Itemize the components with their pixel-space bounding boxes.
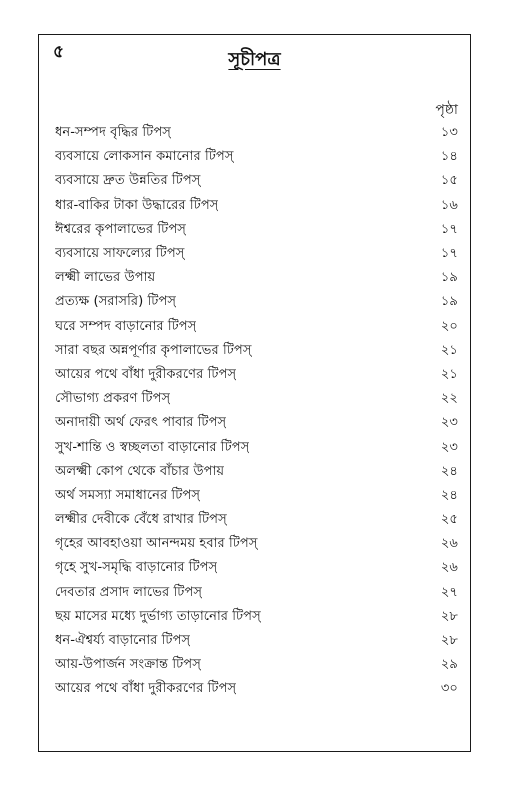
toc-entry-page: ২৪ (440, 487, 458, 503)
toc-row (55, 484, 458, 508)
toc-row (55, 290, 458, 314)
toc-row (55, 460, 458, 484)
toc-entry-title: ঘরে সম্পদ বাড়ানোর টিপস্ (55, 318, 197, 334)
page-column-header: পৃষ্ঠা (435, 102, 458, 118)
toc-entry-page: ১৭ (440, 221, 458, 237)
toc-entry-page: ১৬ (440, 197, 458, 213)
toc-row (55, 266, 458, 290)
toc-entry-title: গৃহে সুখ-সমৃদ্ধি বাড়ানোর টিপস্ (55, 560, 218, 576)
toc-entry-page: ২৯ (440, 657, 458, 673)
toc-entry-page: ১৫ (440, 173, 458, 189)
toc-entry-title: লক্ষ্মীর দেবীকে বেঁধে রাখার টিপস্ (55, 512, 227, 528)
toc-entry-page: ৩০ (440, 681, 458, 697)
toc-entry-page: ২৩ (440, 415, 458, 431)
toc-entry-page: ২৮ (440, 608, 458, 624)
toc-row (55, 121, 458, 145)
toc-row (55, 242, 458, 266)
toc-row (55, 145, 458, 169)
toc-entry-page: ২১ (440, 366, 458, 382)
toc-row (55, 581, 458, 605)
toc-entry-title: সুখ-শান্তি ও স্বচ্ছলতা বাড়ানোর টিপস্ (55, 439, 250, 455)
table-of-contents (55, 121, 458, 702)
toc-entry-title: অর্থ সমস্যা সমাধানের টিপস্ (55, 487, 201, 503)
toc-row (55, 653, 458, 677)
toc-row (55, 629, 458, 653)
toc-row (55, 677, 458, 701)
toc-row (55, 532, 458, 556)
toc-row (55, 218, 458, 242)
toc-row (55, 194, 458, 218)
toc-entry-page: ১৭ (440, 246, 458, 262)
toc-entry-page: ১৪ (440, 149, 458, 165)
toc-entry-title: গৃহের আবহাওয়া আনন্দময় হবার টিপস্ (55, 536, 258, 552)
toc-entry-title: সারা বছর অন্নপূর্ণার কৃপালাভের টিপস্ (55, 342, 252, 358)
toc-entry-page: ১৯ (440, 270, 458, 286)
toc-entry-page: ১৩ (440, 125, 458, 141)
toc-entry-page: ২১ (440, 342, 458, 358)
toc-row (55, 363, 458, 387)
toc-entry-title: আয়-উপার্জন সংক্রান্ত টিপস্ (55, 657, 201, 673)
page-border (38, 34, 471, 752)
toc-entry-title: সৌভাগ্য প্রকরণ টিপস্ (55, 391, 171, 407)
toc-entry-title: দেবতার প্রসাদ লাভের টিপস্ (55, 584, 203, 600)
toc-row (55, 508, 458, 532)
toc-entry-page: ২৭ (440, 584, 458, 600)
toc-entry-page: ২৩ (440, 439, 458, 455)
toc-entry-page: ২৫ (440, 512, 458, 528)
toc-entry-title: অনাদায়ী অর্থ ফেরৎ পাবার টিপস্ (55, 415, 227, 431)
toc-entry-page: ২৮ (440, 633, 458, 649)
toc-entry-title: আয়ের পথে বাঁধা দুরীকরণের টিপস্ (55, 681, 237, 697)
page-number: ৫ (53, 42, 65, 62)
toc-entry-page: ২৪ (440, 463, 458, 479)
toc-row (55, 339, 458, 363)
toc-entry-page: ২৬ (440, 536, 458, 552)
toc-entry-page: ২০ (440, 318, 458, 334)
toc-entry-page: ২২ (440, 391, 458, 407)
page-title: সূচীপত্র (228, 49, 281, 70)
toc-entry-title: ধন-সম্পদ বৃদ্ধির টিপস্ (55, 125, 171, 141)
toc-entry-title: প্রত্যক্ষ (সরাসরি) টিপস্ (55, 294, 177, 310)
toc-entry-title: আয়ের পথে বাঁধা দুরীকরণের টিপস্ (55, 366, 237, 382)
toc-row (55, 315, 458, 339)
toc-entry-page: ১৯ (440, 294, 458, 310)
toc-entry-title: ব্যবসায়ে লোকসান কমানোর টিপস্ (55, 149, 234, 165)
toc-entry-title: অলক্ষ্মী কোপ থেকে বাঁচার উপায় (55, 463, 225, 479)
toc-entry-title: ধার-বাকির টাকা উদ্ধারের টিপস্ (55, 197, 219, 213)
toc-row (55, 556, 458, 580)
toc-row (55, 411, 458, 435)
toc-entry-title: লক্ষ্মী লাভের উপায় (55, 270, 156, 286)
toc-entry-title: ব্যবসায়ে দ্রুত উন্নতির টিপস্ (55, 173, 201, 189)
toc-row (55, 387, 458, 411)
toc-entry-title: ঈশ্বরের কৃপালাভের টিপস্ (55, 221, 186, 237)
toc-row (55, 435, 458, 459)
toc-entry-title: ছয় মাসের মধ্যে দুর্ভাগ্য তাড়ানোর টিপস্ (55, 608, 261, 624)
toc-entry-page: ২৬ (440, 560, 458, 576)
toc-entry-title: ধন-ঐশ্বর্য্য বাড়ানোর টিপস্ (55, 633, 191, 649)
toc-row (55, 169, 458, 193)
toc-row (55, 605, 458, 629)
toc-entry-title: ব্যবসায়ে সাফল্যের টিপস্ (55, 246, 185, 262)
